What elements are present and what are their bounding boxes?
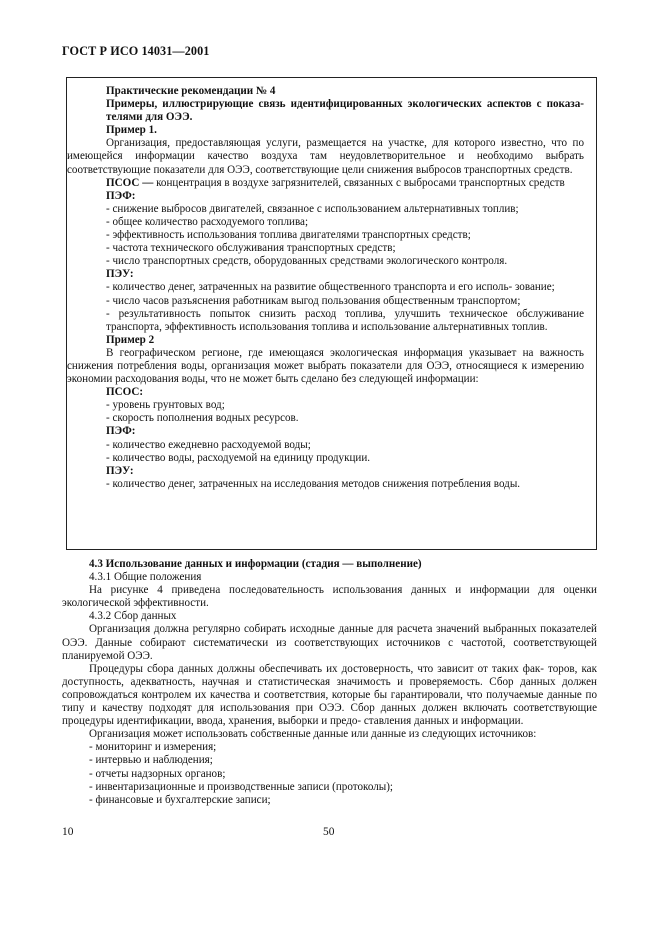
box-subtitle: Примеры, иллюстрирующие связь идентифицированных экологических аспектов с показа- телями для ОЭЭ. [106,98,584,124]
list-item: - снижение выбросов двигателей, связанное с использованием альтернативных топлив; [106,202,519,215]
paragraph: Организация должна регулярно собирать исходные данные для расчета значений выбранных показателей ОЭЭ. Данные собирают систематически из соответствующих источников с частотой, соответствующей планируемой ОЭЭ. [62,623,597,662]
example1-pef-label: ПЭФ: [106,189,136,202]
sources-list [89,741,597,806]
section-heading: 4.3 Использование данных и информации (стадия — выполнение) [89,558,422,570]
subsection-4-3-1-title: 4.3.1 Общие положения [89,571,202,584]
example1-peu-list [106,281,584,333]
subsection-4-3-1-text: На рисунке 4 приведена последовательность использования данных и информации для оценки экологической эффективности. [62,584,597,610]
list-item: - частота технического обслуживания транспортных средств; [106,242,396,255]
list-item: - интервью и наблюдения; [89,754,213,767]
recommendations-content [67,85,584,491]
paragraph: Процедуры сбора данных должны обеспечивать их достоверность, что зависит от таких фак- торов, как доступность, адекватность, научная и статистическая значимость и проверяемость. Сбор данных должен сопровождаться контролем их качества и соответствия, которые бы гарантировали, что получаемые данные по типу и качеству подходят для использования при ОЭЭ. Сбор данных должен включать соответствующие процедуры идентификации, ввода, хранения, выборки и предо- ставления данных и информации. [62,662,597,728]
list-item: - общее количество расходуемого топлива; [106,215,309,228]
example1-pef-list [106,203,584,268]
list-item: - инвентаризационные и производственные записи (протоколы); [89,780,393,793]
list-item: - число часов разъяснения работникам выгод пользования общественным транспортом; [106,294,521,307]
example1-text: Организация, предоставляющая услуги, размещается на участке, для которого известно, что по имеющейся информации качество воздуха там неудовлетворительное и необходимо выбрать соответствующие показатели для ОЭЭ, соответствующие цели снижения выбросов транспортных средств. [67,137,584,176]
list-item: - количество воды, расходуемой на единицу продукции. [106,451,371,464]
example1-psos-label: ПСОС — [106,176,154,189]
list-item: - число транспортных средств, оборудованных средствами экологического контроля. [106,255,508,268]
list-item: - эффективность использования топлива двигателями транспортных средств; [106,229,471,242]
recommendations-box [66,77,597,550]
list-item: - отчеты надзорных органов; [89,767,226,780]
list-item: - уровень грунтовых вод; [106,399,225,412]
list-item: - количество денег, затраченных на исследования методов снижения потребления воды. [106,477,521,490]
list-item: - скорость пополнения водных ресурсов. [106,412,299,425]
subsection-4-3-2-title: 4.3.2 Сбор данных [89,610,177,623]
example2-psos-label: ПСОС: [106,386,144,399]
page-number-left: 10 [62,826,74,838]
example1-psos [67,177,584,190]
example2-text: В географическом регионе, где имеющаяся экологическая информация указывает на важность снижения потребления воды, организация может выбрать показатели для ОЭЭ, относящиеся к измерению экономии расходования воды, что не может быть сделано без следующей информации: [67,346,584,386]
example1-psos-text: концентрация в воздухе загрязнителей, связанных с выбросами транспортных средств [153,176,565,189]
page-number-center: 50 [323,826,335,838]
example2-peu-list [106,478,584,491]
list-item: - количество денег, затраченных на развитие общественного транспорта и его исполь- зование; [106,281,555,294]
example2-pef-list [106,439,584,465]
list-item: - количество ежедневно расходуемой воды; [106,438,311,451]
example1-label: Пример 1. [106,124,157,137]
list-item: - результативность попыток снизить расход топлива, улучшить техническое обслуживание транспорта, эффективность использования топлива и использование альтернативных топлив. [106,307,584,333]
example2-label: Пример 2 [106,333,155,346]
list-item: - мониторинг и измерения; [89,741,217,754]
example2-pef-label: ПЭФ: [106,425,136,438]
example1-peu-label: ПЭУ: [106,268,134,281]
paragraph: Организация может использовать собственные данные или данные из следующих источников: [89,728,537,741]
box-title: Практические рекомендации № 4 [106,85,276,97]
main-text [62,558,597,807]
example2-peu-label: ПЭУ: [106,464,134,477]
example2-psos-list [106,399,584,425]
document-header: ГОСТ Р ИСО 14031—2001 [62,44,210,58]
list-item: - финансовые и бухгалтерские записи; [89,793,271,806]
